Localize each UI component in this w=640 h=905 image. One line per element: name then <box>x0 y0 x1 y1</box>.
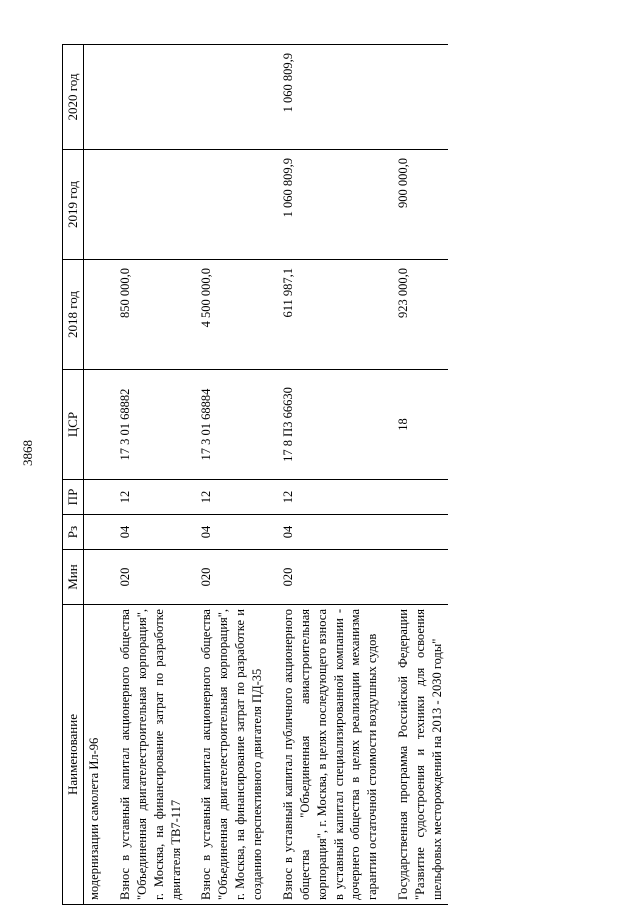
row-name: Взнос в уставный капитал акционерного общества "Объединенная двигателестроительная корпорация", г. Москва, на финансирование затрат по разработке и созданию перспективного двигателя ПД-35 <box>196 605 268 905</box>
row-2020 <box>393 45 448 150</box>
row-csr: 17 3 01 68882 <box>115 370 187 480</box>
row-rz: 04 <box>115 515 187 550</box>
row-csr: 18 <box>393 370 448 480</box>
row-2020 <box>84 45 105 150</box>
table-row <box>196 45 268 905</box>
table-row <box>393 45 448 905</box>
header-min: Мин <box>63 550 84 605</box>
row-rz <box>393 515 448 550</box>
row-min: 020 <box>196 550 268 605</box>
header-2018: 2018 год <box>63 260 84 370</box>
row-pr: 12 <box>115 480 187 515</box>
row-2018: 4 500 000,0 <box>196 260 268 370</box>
budget-table <box>62 44 448 905</box>
row-csr <box>84 370 105 480</box>
row-csr: 17 8 П3 66630 <box>278 370 383 480</box>
row-2018: 923 000,0 <box>393 260 448 370</box>
row-min <box>84 550 105 605</box>
header-name: Наименование <box>63 605 84 905</box>
row-2018: 611 987,1 <box>278 260 383 370</box>
row-2019 <box>84 150 105 260</box>
row-2020: 1 060 809,9 <box>278 45 383 150</box>
row-2020 <box>115 45 187 150</box>
row-name: Государственная программа Российской Федерации "Развитие судостроения и техники для освоения шельфовых месторождений на 2013 - 2030 годы" <box>393 605 448 905</box>
row-name: Взнос в уставный капитал акционерного общества "Объединенная двигателестроительная корпорация", г. Москва, на финансирование затрат по разработке двигателя ТВ7-117 <box>115 605 187 905</box>
row-min: 020 <box>278 550 383 605</box>
row-2019 <box>115 150 187 260</box>
header-2019: 2019 год <box>63 150 84 260</box>
row-pr <box>84 480 105 515</box>
table-header-row <box>63 45 84 905</box>
row-2019: 1 060 809,9 <box>278 150 383 260</box>
header-csr: ЦСР <box>63 370 84 480</box>
row-rz: 04 <box>196 515 268 550</box>
row-2020 <box>196 45 268 150</box>
row-rz: 04 <box>278 515 383 550</box>
row-2019 <box>196 150 268 260</box>
row-pr <box>393 480 448 515</box>
header-rz: Рз <box>63 515 84 550</box>
row-rz <box>84 515 105 550</box>
table-row <box>278 45 383 905</box>
table-row <box>115 45 187 905</box>
table-row <box>84 45 105 905</box>
row-name: модернизации самолета Ил-96 <box>84 605 105 905</box>
header-pr: ПР <box>63 480 84 515</box>
row-name: Взнос в уставный капитал публичного акционерного общества "Объединенная авиастроительная корпорация", г. Москва, в целях последующего взноса в уставный капитал специализированной компании - дочернего общества в целях реализации механизма гарантии остаточной стоимости воздушных судов <box>278 605 383 905</box>
row-csr: 17 3 01 68884 <box>196 370 268 480</box>
page-number: 3868 <box>20 440 35 466</box>
row-2019: 900 000,0 <box>393 150 448 260</box>
row-2018 <box>84 260 105 370</box>
row-pr: 12 <box>278 480 383 515</box>
row-min: 020 <box>115 550 187 605</box>
row-pr: 12 <box>196 480 268 515</box>
row-min <box>393 550 448 605</box>
row-2018: 850 000,0 <box>115 260 187 370</box>
header-2020: 2020 год <box>63 45 84 150</box>
